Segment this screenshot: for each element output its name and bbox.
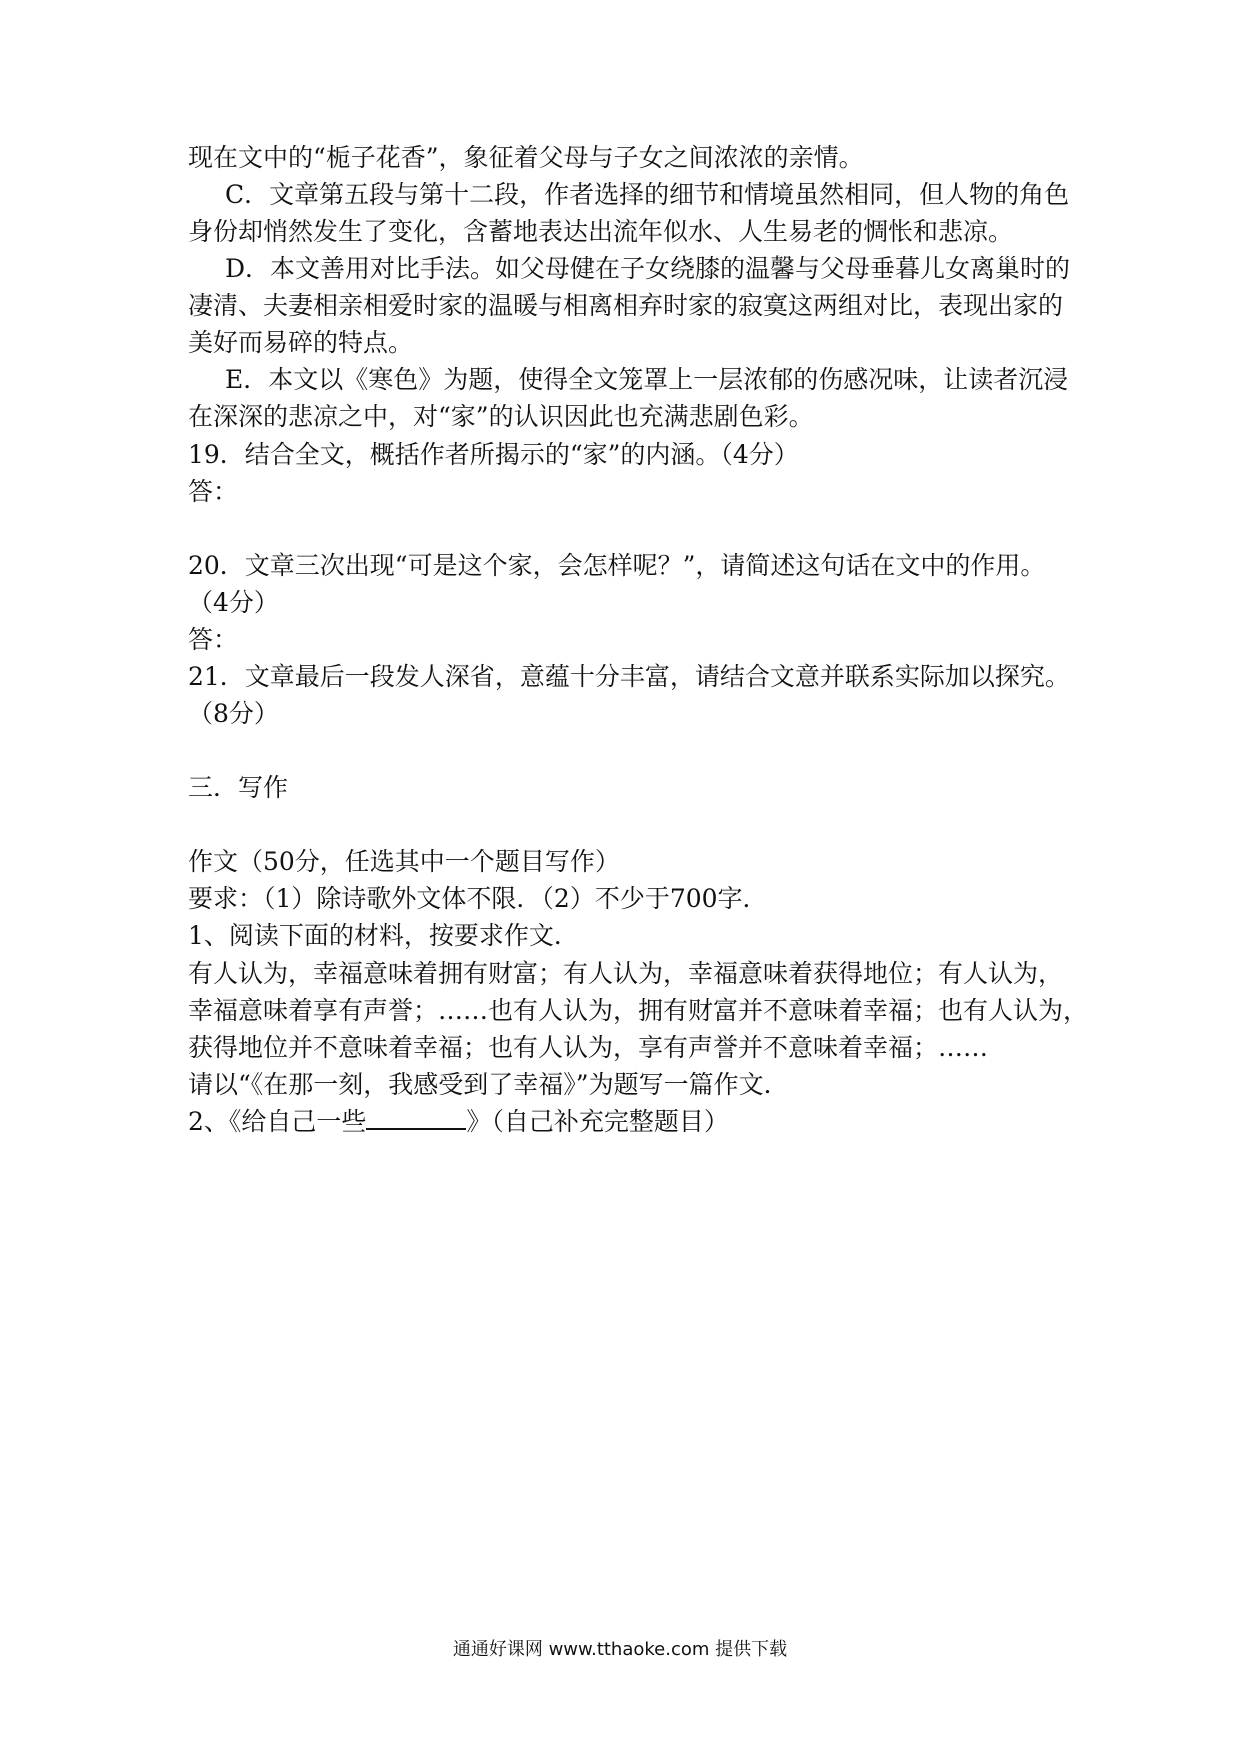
option-d: D．本文善用对比手法。如父母健在子女绕膝的温馨与父母垂暮儿女离巢时的 xyxy=(225,254,1071,283)
material-text: 幸福意味着享有声誉；……也有人认为，拥有财富并不意味着幸福；也有人认为， xyxy=(188,996,1089,1025)
fill-in-blank xyxy=(366,1106,466,1130)
section-heading-writing: 三．写作 xyxy=(188,773,289,802)
question-21-score: （8分） xyxy=(188,699,279,728)
question-20-score: （4分） xyxy=(188,588,279,617)
essay-prompt-2 xyxy=(188,1102,1068,1142)
text-line: 美好而易碎的特点。 xyxy=(188,328,414,357)
text-line: 凄清、夫妻相亲相爱时家的温暖与相离相弃时家的寂寞这两组对比，表现出家的 xyxy=(188,291,1064,320)
text-line: 现在文中的“栀子花香”，象征着父母与子女之间浓浓的亲情。 xyxy=(188,143,864,172)
answer-label: 答： xyxy=(188,625,239,654)
material-text: 有人认为，幸福意味着拥有财富；有人认为，幸福意味着获得地位；有人认为， xyxy=(188,959,1064,988)
question-21: 21．文章最后一段发人深省，意蕴十分丰富，请结合文意并联系实际加以探究。 xyxy=(188,662,1070,691)
answer-label: 答： xyxy=(188,477,239,506)
prompt-2-end: 》（自己补充完整题目） xyxy=(466,1107,729,1136)
essay-instruction: 请以“《在那一刻，我感受到了幸福》”为题写一篇作文． xyxy=(188,1070,789,1099)
material-text: 获得地位并不意味着幸福；也有人认为，享有声誉并不意味着幸福；…… xyxy=(188,1033,989,1062)
essay-prompt-1: 1、阅读下面的材料，按要求作文． xyxy=(188,921,579,950)
text-line: 身份却悄然发生了变化，含蓄地表达出流年似水、人生易老的惆怅和悲凉。 xyxy=(188,217,1014,246)
essay-requirements: 要求：（1）除诗歌外文体不限．（2）不少于700字． xyxy=(188,884,768,913)
question-20: 20．文章三次出现“可是这个家，会怎样呢？”，请简述这句话在文中的作用。 xyxy=(188,551,1046,580)
option-c: C．文章第五段与第十二段，作者选择的细节和情境虽然相同，但人物的角色 xyxy=(225,180,1070,209)
text-line: 在深深的悲凉之中，对“家”的认识因此也充满悲剧色彩。 xyxy=(188,402,814,431)
question-19: 19．结合全文，概括作者所揭示的“家”的内涵。（4分） xyxy=(188,440,799,469)
option-e: E．本文以《寒色》为题，使得全文笼罩上一层浓郁的伤感况味，让读者沉浸 xyxy=(225,365,1069,394)
prompt-2-start: 2、《给自己一些 xyxy=(188,1107,367,1136)
footer-watermark: 通通好课网 www.tthaoke.com 提供下载 xyxy=(452,1639,788,1660)
essay-title: 作文（50分，任选其中一个题目写作） xyxy=(188,847,620,876)
